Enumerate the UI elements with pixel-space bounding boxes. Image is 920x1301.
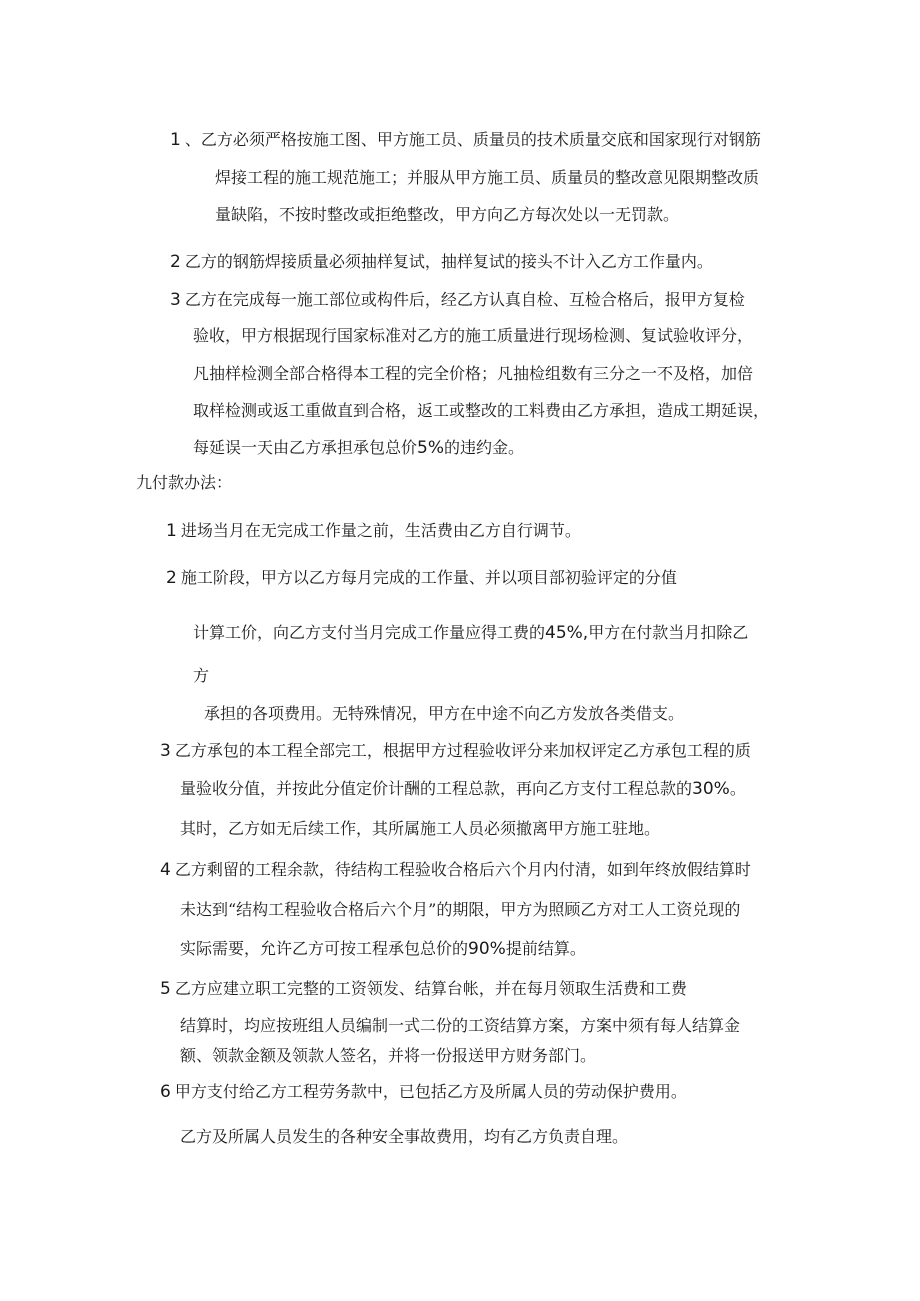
text-after-percent: 的违约金。 — [444, 438, 525, 457]
text-before-percent: 量验收分值，并按此分值定价计酬的工程总款，再向乙方支付工程总款的 — [180, 779, 693, 798]
paragraph-line: 量缺陷，不按时整改或拒绝整改，甲方向乙方每次处以一无罚款。 — [215, 205, 680, 224]
paragraph-line — [193, 437, 524, 459]
item-number: 2 — [166, 568, 177, 588]
text-before-percent: 计算工价，向乙方支付当月完成工作量应得工费的 — [193, 623, 546, 642]
paragraph-line: 承担的各项费用。无特殊情况，甲方在中途不向乙方发放各类借支。 — [204, 704, 685, 723]
item-3-line-1 — [170, 289, 745, 311]
paragraph-line — [180, 938, 586, 960]
paragraph-text: 乙方的钢筋焊接质量必须抽样复试，抽样复试的接头不计入乙方工作量内。 — [184, 252, 713, 271]
paragraph-line: 结算时，均应按班组人员编制一式二份的工资结算方案，方案中须有每人结算金 — [180, 1016, 741, 1035]
paragraph-text: 乙方必须严格按施工图、甲方施工员、质量员的技术质量交底和国家现行对钢筋 — [200, 130, 761, 149]
paragraph-text: 乙方应建立职工完整的工资领发、结算台帐，并在每月领取生活费和工费 — [174, 979, 687, 998]
text-after-percent: 提前结算。 — [505, 939, 586, 958]
paragraph-line: 焊接工程的施工规范施工；并服从甲方施工员、质量员的整改意见限期整改质 — [215, 168, 760, 187]
paragraph-text: 乙方承包的本工程全部完工，根据甲方过程验收评分来加权评定乙方承包工程的质 — [174, 741, 751, 760]
pay-item-6-line-1 — [160, 1081, 687, 1103]
paragraph-text: 施工阶段，甲方以乙方每月完成的工作量、并以项目部初验评定的分值 — [180, 568, 677, 587]
pay-item-4-line-1 — [160, 859, 751, 881]
percent-value: 5% — [417, 438, 444, 458]
pay-item-3-line-1 — [160, 740, 751, 762]
item-separator: 、 — [184, 130, 201, 149]
item-number: 6 — [160, 1082, 171, 1102]
paragraph-text: 乙方在完成每一施工部位或构件后，经乙方认真自检、互检合格后，报甲方复检 — [184, 290, 745, 309]
text-after-percent: 。 — [729, 779, 746, 798]
paragraph-text: 乙方剩留的工程余款，待结构工程验收合格后六个月内付清，如到年终放假结算时 — [174, 860, 751, 879]
paragraph-line — [180, 778, 746, 800]
item-number: 3 — [170, 290, 181, 310]
paragraph-line: 其时，乙方如无后续工作，其所属施工人员必须撤离甲方施工驻地。 — [180, 819, 661, 838]
paragraph-line — [193, 622, 748, 644]
text-before-percent: 每延误一天由乙方承担承包总价 — [193, 438, 418, 457]
paragraph-line: 未达到“结构工程验收合格后六个月”的期限，甲方为照顾乙方对工人工资兑现的 — [180, 900, 741, 919]
paragraph-line: 凡抽样检测全部合格得本工程的完全价格；凡抽检组数有三分之一不及格，加倍 — [193, 364, 754, 383]
pay-item-1 — [166, 520, 581, 542]
text-after-percent: 甲方在付款当月扣除乙 — [588, 623, 749, 642]
percent-value: 90% — [468, 939, 506, 959]
percent-value: 30% — [692, 779, 730, 799]
pay-item-2-line-1 — [166, 567, 677, 589]
paragraph-line: 额、领款金额及领款人签名，并将一份报送甲方财务部门。 — [180, 1046, 597, 1065]
section-heading: 九付款办法： — [136, 473, 233, 492]
paragraph-line: 取样检测或返工重做直到合格，返工或整改的工料费由乙方承担，造成工期延误， — [193, 401, 770, 420]
item-number: 2 — [170, 252, 181, 272]
item-number: 4 — [160, 860, 171, 880]
paragraph-line: 验收，甲方根据现行国家标准对乙方的施工质量进行现场检测、复试验收评分， — [193, 326, 754, 345]
pay-item-5-line-1 — [160, 978, 687, 1000]
item-number: 5 — [160, 979, 171, 999]
item-number: 1 — [170, 130, 181, 150]
item-number: 1 — [166, 521, 177, 541]
percent-value: 45%, — [545, 623, 589, 643]
text-before-percent: 实际需要，允许乙方可按工程承包总价的 — [180, 939, 469, 958]
item-2-line-1 — [170, 251, 713, 273]
item-1-line-1 — [170, 129, 761, 151]
paragraph-line: 乙方及所属人员发生的各种安全事故费用，均有乙方负责自理。 — [180, 1127, 629, 1146]
paragraph-text: 甲方支付给乙方工程劳务款中，已包括乙方及所属人员的劳动保护费用。 — [174, 1082, 687, 1101]
item-number: 3 — [160, 741, 171, 761]
paragraph-text: 进场当月在无完成工作量之前，生活费由乙方自行调节。 — [180, 521, 581, 540]
paragraph-line: 方 — [193, 666, 210, 685]
